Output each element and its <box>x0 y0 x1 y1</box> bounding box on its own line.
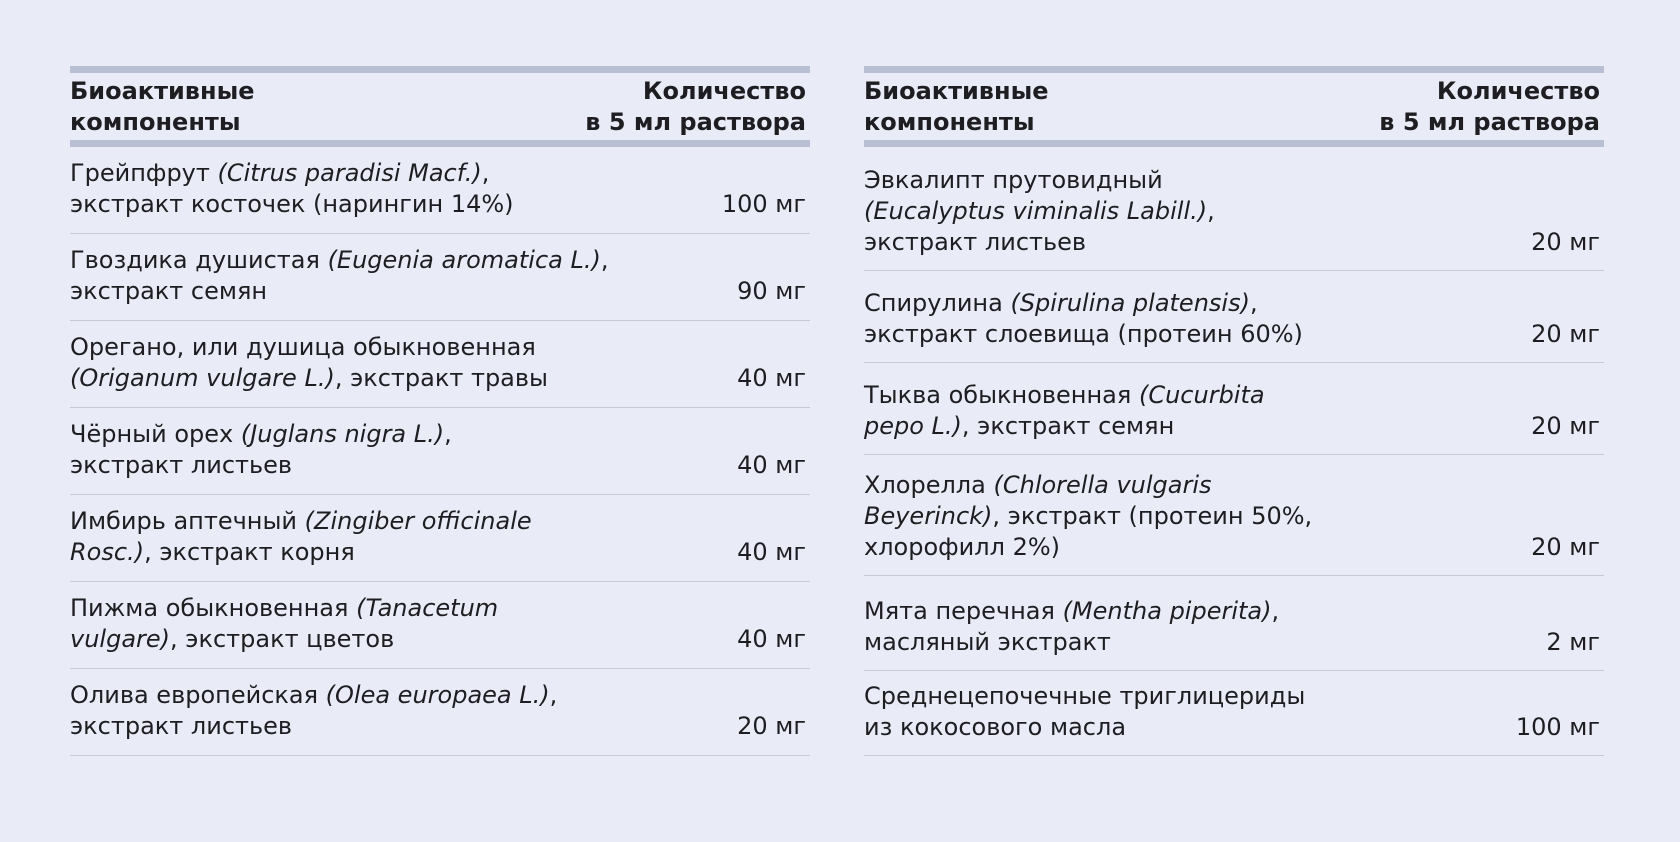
latin-name: (Origanum vulgare L.) <box>70 364 335 392</box>
latin-name: (Cucurbita pepo L.) <box>864 381 1265 440</box>
ingredient-text: , экстракт листьев <box>70 420 452 479</box>
latin-name: (Olea europaea L.) <box>325 681 550 709</box>
header-amount: Количество в 5 мл раствора <box>585 76 806 136</box>
ingredient-name <box>70 593 498 655</box>
ingredient-name <box>864 470 1312 563</box>
ingredient-text: Спирулина <box>864 289 1011 317</box>
ingredient-text: , экстракт слоевища (протеин 60%) <box>864 289 1303 348</box>
header-amount: Количество в 5 мл раствора <box>1379 76 1600 136</box>
ingredient-name <box>70 245 608 307</box>
ingredient-text: Мята перечная <box>864 597 1063 625</box>
ingredient-name <box>864 165 1215 258</box>
ingredient-amount: 40 мг <box>737 451 806 479</box>
ingredients-table-left <box>70 66 810 756</box>
ingredient-amount: 40 мг <box>737 625 806 653</box>
ingredient-row <box>864 671 1604 756</box>
ingredient-text: Чёрный орех <box>70 420 241 448</box>
latin-name: (Eugenia aromatica L.) <box>327 246 601 274</box>
ingredient-row <box>70 147 810 234</box>
latin-name: (Chlorella vulgaris Beyerinck) <box>864 471 1212 530</box>
ingredient-text: Тыква обыкновенная <box>864 381 1139 409</box>
ingredient-row <box>70 669 810 756</box>
ingredient-text: , масляный экстракт <box>864 597 1280 656</box>
latin-name: (Tanacetum vulgare) <box>70 594 499 653</box>
ingredient-row <box>70 495 810 582</box>
ingredient-amount: 20 мг <box>1531 320 1600 348</box>
ingredient-row <box>864 147 1604 271</box>
ingredient-text: Грейпфрут <box>70 159 218 187</box>
ingredient-text: Олива европейская <box>70 681 326 709</box>
ingredient-row <box>864 363 1604 455</box>
ingredient-text: Гвоздика душистая <box>70 246 328 274</box>
ingredient-name <box>864 288 1303 350</box>
ingredient-amount: 20 мг <box>737 712 806 740</box>
ingredient-text: , экстракт листьев <box>864 197 1215 256</box>
ingredient-text: , экстракт листьев <box>70 681 558 740</box>
latin-name: (Mentha piperita) <box>1062 597 1272 625</box>
ingredients-table-right <box>864 66 1604 756</box>
ingredient-amount: 20 мг <box>1531 228 1600 256</box>
latin-name: (Juglans nigra L.) <box>240 420 445 448</box>
ingredient-text: , экстракт семян <box>70 246 609 305</box>
table-body <box>864 147 1604 756</box>
ingredient-name <box>70 332 548 394</box>
ingredient-text: , экстракт травы <box>334 364 548 392</box>
table-body <box>70 147 810 756</box>
ingredient-text: Орегано, или душица обыкновенная <box>70 333 536 361</box>
ingredient-amount: 20 мг <box>1531 533 1600 561</box>
ingredient-amount: 90 мг <box>737 277 806 305</box>
ingredient-name <box>864 681 1305 743</box>
ingredient-name <box>864 596 1279 658</box>
ingredient-name <box>70 419 452 481</box>
ingredient-amount: 40 мг <box>737 538 806 566</box>
ingredient-amount: 2 мг <box>1546 628 1600 656</box>
ingredient-name <box>70 506 532 568</box>
ingredient-name <box>70 680 557 742</box>
header-components: Биоактивные компоненты <box>70 76 255 136</box>
ingredient-amount: 40 мг <box>737 364 806 392</box>
ingredient-text: Хлорелла <box>864 471 994 499</box>
latin-name: (Citrus paradisi Macf.) <box>217 159 482 187</box>
ingredient-text: Эвкалипт прутовидный <box>864 166 1163 194</box>
ingredient-text: Пижма обыкновенная <box>70 594 357 622</box>
ingredient-row <box>70 408 810 495</box>
ingredient-text: Среднецепочечные триглицериды из кокосового масла <box>864 682 1306 741</box>
ingredient-row <box>70 234 810 321</box>
ingredient-amount: 20 мг <box>1531 412 1600 440</box>
latin-name: (Eucalyptus viminalis Labill.) <box>864 197 1208 225</box>
ingredient-text: , экстракт семян <box>961 412 1175 440</box>
table-header <box>864 66 1604 147</box>
ingredient-amount: 100 мг <box>721 190 806 218</box>
table-header <box>70 66 810 147</box>
ingredient-row <box>70 582 810 669</box>
ingredient-text: , экстракт косточек (нарингин 14%) <box>70 159 514 218</box>
ingredient-row <box>864 576 1604 671</box>
ingredient-text: , экстракт (протеин 50%, хлорофилл 2%) <box>864 502 1313 561</box>
ingredient-row <box>864 271 1604 363</box>
ingredient-row <box>70 321 810 408</box>
ingredient-name <box>864 380 1265 442</box>
ingredient-text: , экстракт корня <box>144 538 355 566</box>
header-components: Биоактивные компоненты <box>864 76 1049 136</box>
ingredient-text: Имбирь аптечный <box>70 507 305 535</box>
latin-name: (Zingiber officinale Rosc.) <box>70 507 532 566</box>
ingredient-amount: 100 мг <box>1515 713 1600 741</box>
latin-name: (Spirulina platensis) <box>1010 289 1250 317</box>
ingredient-text: , экстракт цветов <box>170 625 395 653</box>
ingredient-name <box>70 158 514 220</box>
ingredient-row <box>864 455 1604 576</box>
